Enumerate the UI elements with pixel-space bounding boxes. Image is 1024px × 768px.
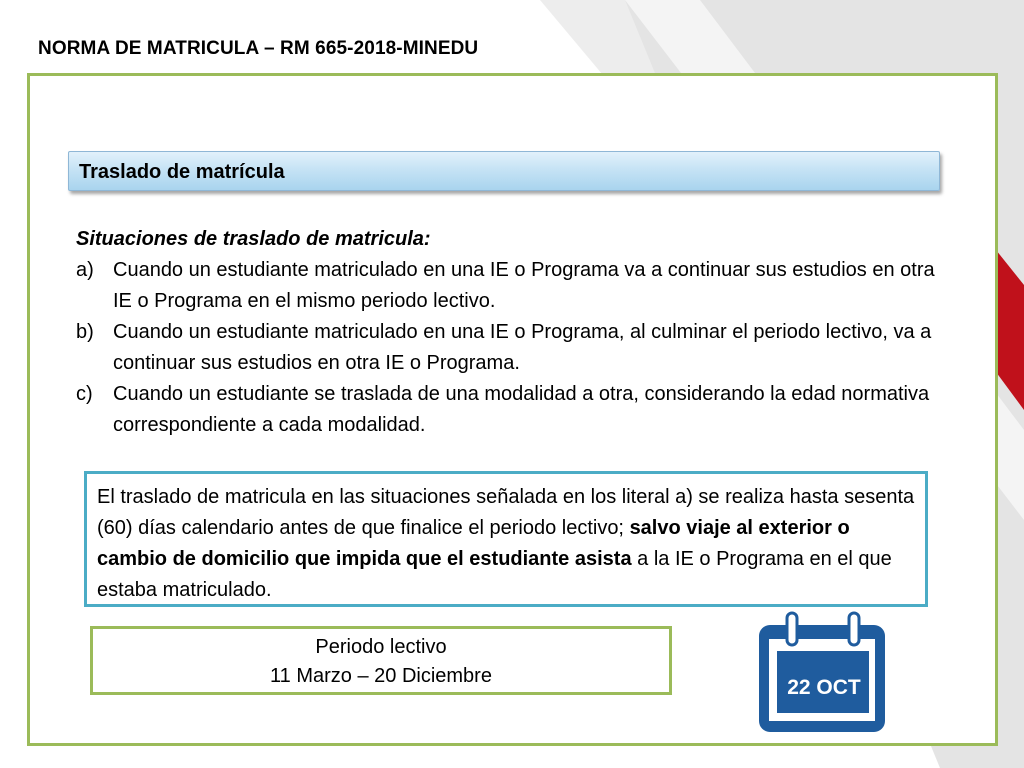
list-item	[76, 255, 946, 317]
section-header: Traslado de matrícula	[68, 151, 940, 191]
list-item	[76, 379, 946, 441]
calendar-date: 22 OCT	[787, 676, 861, 699]
rule-text-bold: salvo viaje al exterior o cambio de domicilio que impida que el estudiante asista	[97, 517, 850, 570]
list-item	[76, 317, 946, 379]
period-range: 11 Marzo – 20 Diciembre	[270, 665, 492, 687]
list-item-text: Cuando un estudiante matriculado en una IE o Programa va a continuar sus estudios en otra IE o Programa en el mismo periodo lectivo.	[113, 259, 935, 312]
rule-box	[84, 471, 928, 607]
situations-title: Situaciones de traslado de matricula:	[76, 228, 431, 250]
situations-list	[76, 224, 946, 441]
period-label: Periodo lectivo	[315, 636, 447, 658]
rule-text-end: a la IE o Programa en el que estaba matriculado.	[97, 548, 892, 601]
list-item-letter: a)	[76, 259, 94, 281]
list-item-text: Cuando un estudiante matriculado en una IE o Programa, al culminar el periodo lectivo, va a continuar sus estudios en otra IE o Programa.	[113, 321, 932, 374]
list-item-letter: b)	[76, 321, 94, 343]
period-box	[90, 626, 672, 695]
rule-text: El traslado de matricula en las situaciones señalada en los literal a) se realiza hasta sesenta (60) días calendario antes de que finalice el periodo lectivo;	[97, 486, 915, 539]
slide-title: NORMA DE MATRICULA – RM 665-2018-MINEDU	[38, 38, 479, 59]
list-item-text: Cuando un estudiante se traslada de una modalidad a otra, considerando la edad normativa correspondiente a cada modalidad.	[113, 383, 930, 436]
list-item-letter: c)	[76, 383, 93, 405]
